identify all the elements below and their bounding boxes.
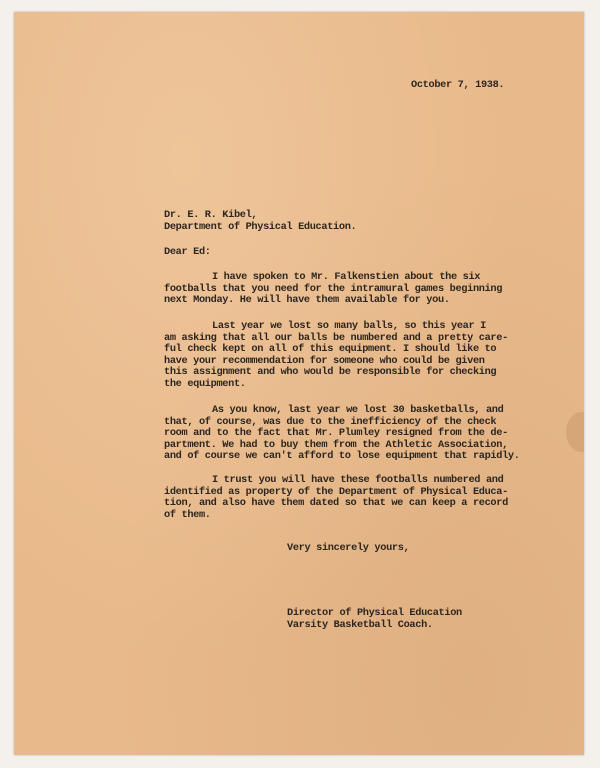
paragraph-line: this assignment and who would be responsible for checking (164, 366, 497, 379)
signature-title: Director of Physical Education (287, 607, 462, 619)
paragraph-line: the equipment. (164, 377, 246, 390)
recipient-name: Dr. E. R. Kibel, (164, 209, 258, 221)
paragraph-line: ful check kept on all of this equipment. I should like to (164, 343, 497, 356)
paragraph-line: of them. (164, 508, 211, 521)
salutation: Dear Ed: (164, 246, 211, 258)
signature-subtitle: Varsity Basketball Coach. (287, 619, 433, 631)
paragraph-line: identified as property of the Department of Physical Educa- (164, 485, 508, 498)
paragraph-line: I trust you will have these footballs numbered and (212, 474, 504, 486)
paragraph-1 (164, 272, 502, 307)
recipient-department: Department of Physical Education. (164, 221, 357, 233)
paragraph-4 (164, 475, 508, 521)
paragraph-line: partment. We had to buy them from the Athletic Association, (164, 438, 508, 451)
paragraph-line: tion, and also have them dated so that we can keep a record (164, 497, 508, 510)
paragraph-line: I have spoken to Mr. Falkenstien about the six (212, 271, 481, 283)
paragraph-3 (164, 405, 520, 463)
paragraph-line: As you know, last year we lost 30 basketballs, and (212, 404, 504, 416)
paragraph-line: have your recommendation for someone who could be given (164, 354, 485, 367)
paragraph-line: Last year we lost so many balls, so this year I (212, 320, 486, 332)
paragraph-line: that, of course, was due to the inefficiency of the check (164, 415, 497, 428)
paragraph-line: footballs that you need for the intramural games beginning (164, 282, 503, 295)
paragraph-2 (164, 321, 508, 391)
paragraph-line: room and to the fact that Mr. Plumley resigned from the de- (164, 427, 508, 440)
closing: Very sincerely yours, (287, 542, 410, 554)
paper-stain (566, 412, 584, 452)
paragraph-line: and of course we can't afford to lose equipment that rapidly. (164, 450, 520, 463)
letter-page (14, 12, 584, 755)
letter-date: October 7, 1938. (411, 79, 505, 91)
paragraph-line: next Monday. He will have them available for you. (164, 294, 450, 307)
paragraph-line: am asking that all our balls be numbered and a pretty care- (164, 331, 508, 344)
